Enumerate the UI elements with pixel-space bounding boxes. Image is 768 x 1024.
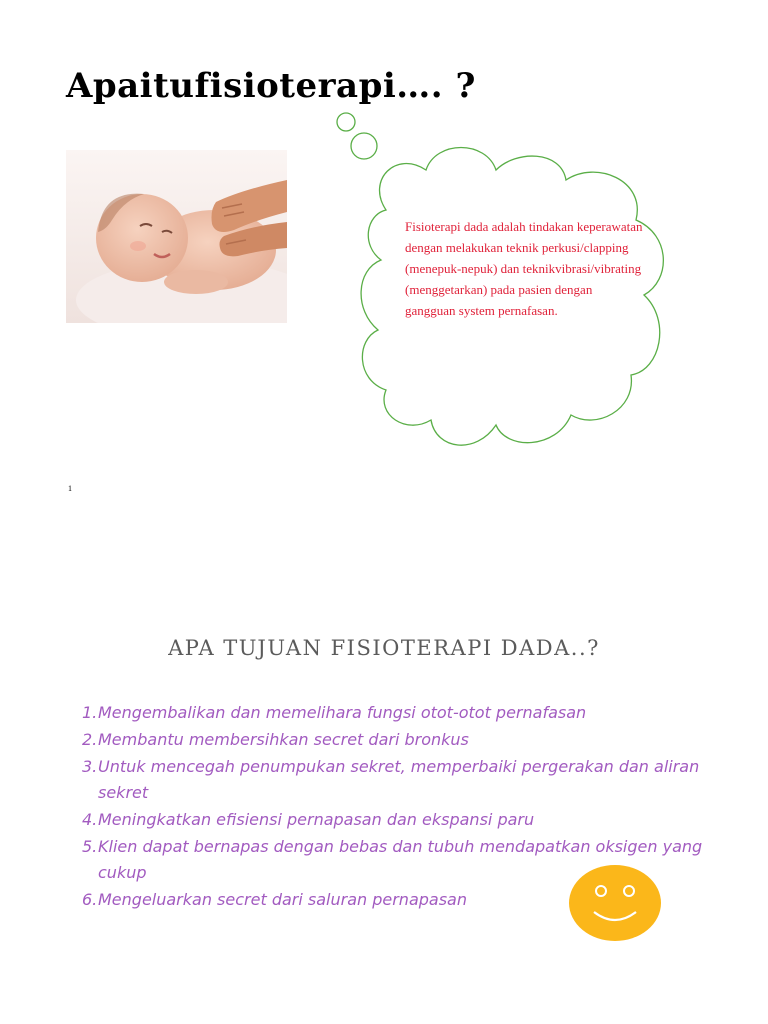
list-number: 1. (82, 703, 98, 722)
smiley-face-icon (568, 864, 662, 942)
list-text: Klien dapat bernapas dengan bebas dan tubuh mendapatkan oksigen yang cukup (98, 837, 703, 882)
list-item (82, 727, 722, 753)
page-title: Apaitufisioterapi…. ? (66, 66, 476, 106)
list-text: Meningkatkan efisiensi pernapasan dan ekspansi paru (98, 810, 535, 829)
list-item (82, 807, 722, 833)
footnote-number: 1 (68, 484, 72, 493)
list-number: 3. (82, 757, 98, 776)
list-number: 5. (82, 837, 98, 856)
list-number: 6. (82, 890, 98, 909)
list-text: Membantu membersihkan secret dari bronkus (98, 730, 469, 749)
list-item (82, 754, 722, 806)
list-number: 4. (82, 810, 98, 829)
cloud-text: Fisioterapi dada adalah tindakan keperawatan dengan melakukan teknik perkusi/clapping (menepuk-nepuk) dan teknikvibrasi/vibrating (menggetarkan) pada pasien dengan gangguan system pernafasan. (405, 219, 643, 318)
list-number: 2. (82, 730, 98, 749)
section-title: APA TUJUAN FISIOTERAPI DADA..? (168, 636, 600, 660)
baby-massage-photo (66, 150, 287, 323)
list-text: Mengeluarkan secret dari saluran pernapasan (98, 890, 467, 909)
list-text: Mengembalikan dan memelihara fungsi otot-otot pernafasan (98, 703, 587, 722)
list-text: Untuk mencegah penumpukan sekret, memperbaiki pergerakan dan aliran sekret (98, 757, 700, 802)
list-item (82, 700, 722, 726)
thought-bubble-medium (351, 133, 377, 159)
thought-bubble-small (337, 113, 355, 131)
